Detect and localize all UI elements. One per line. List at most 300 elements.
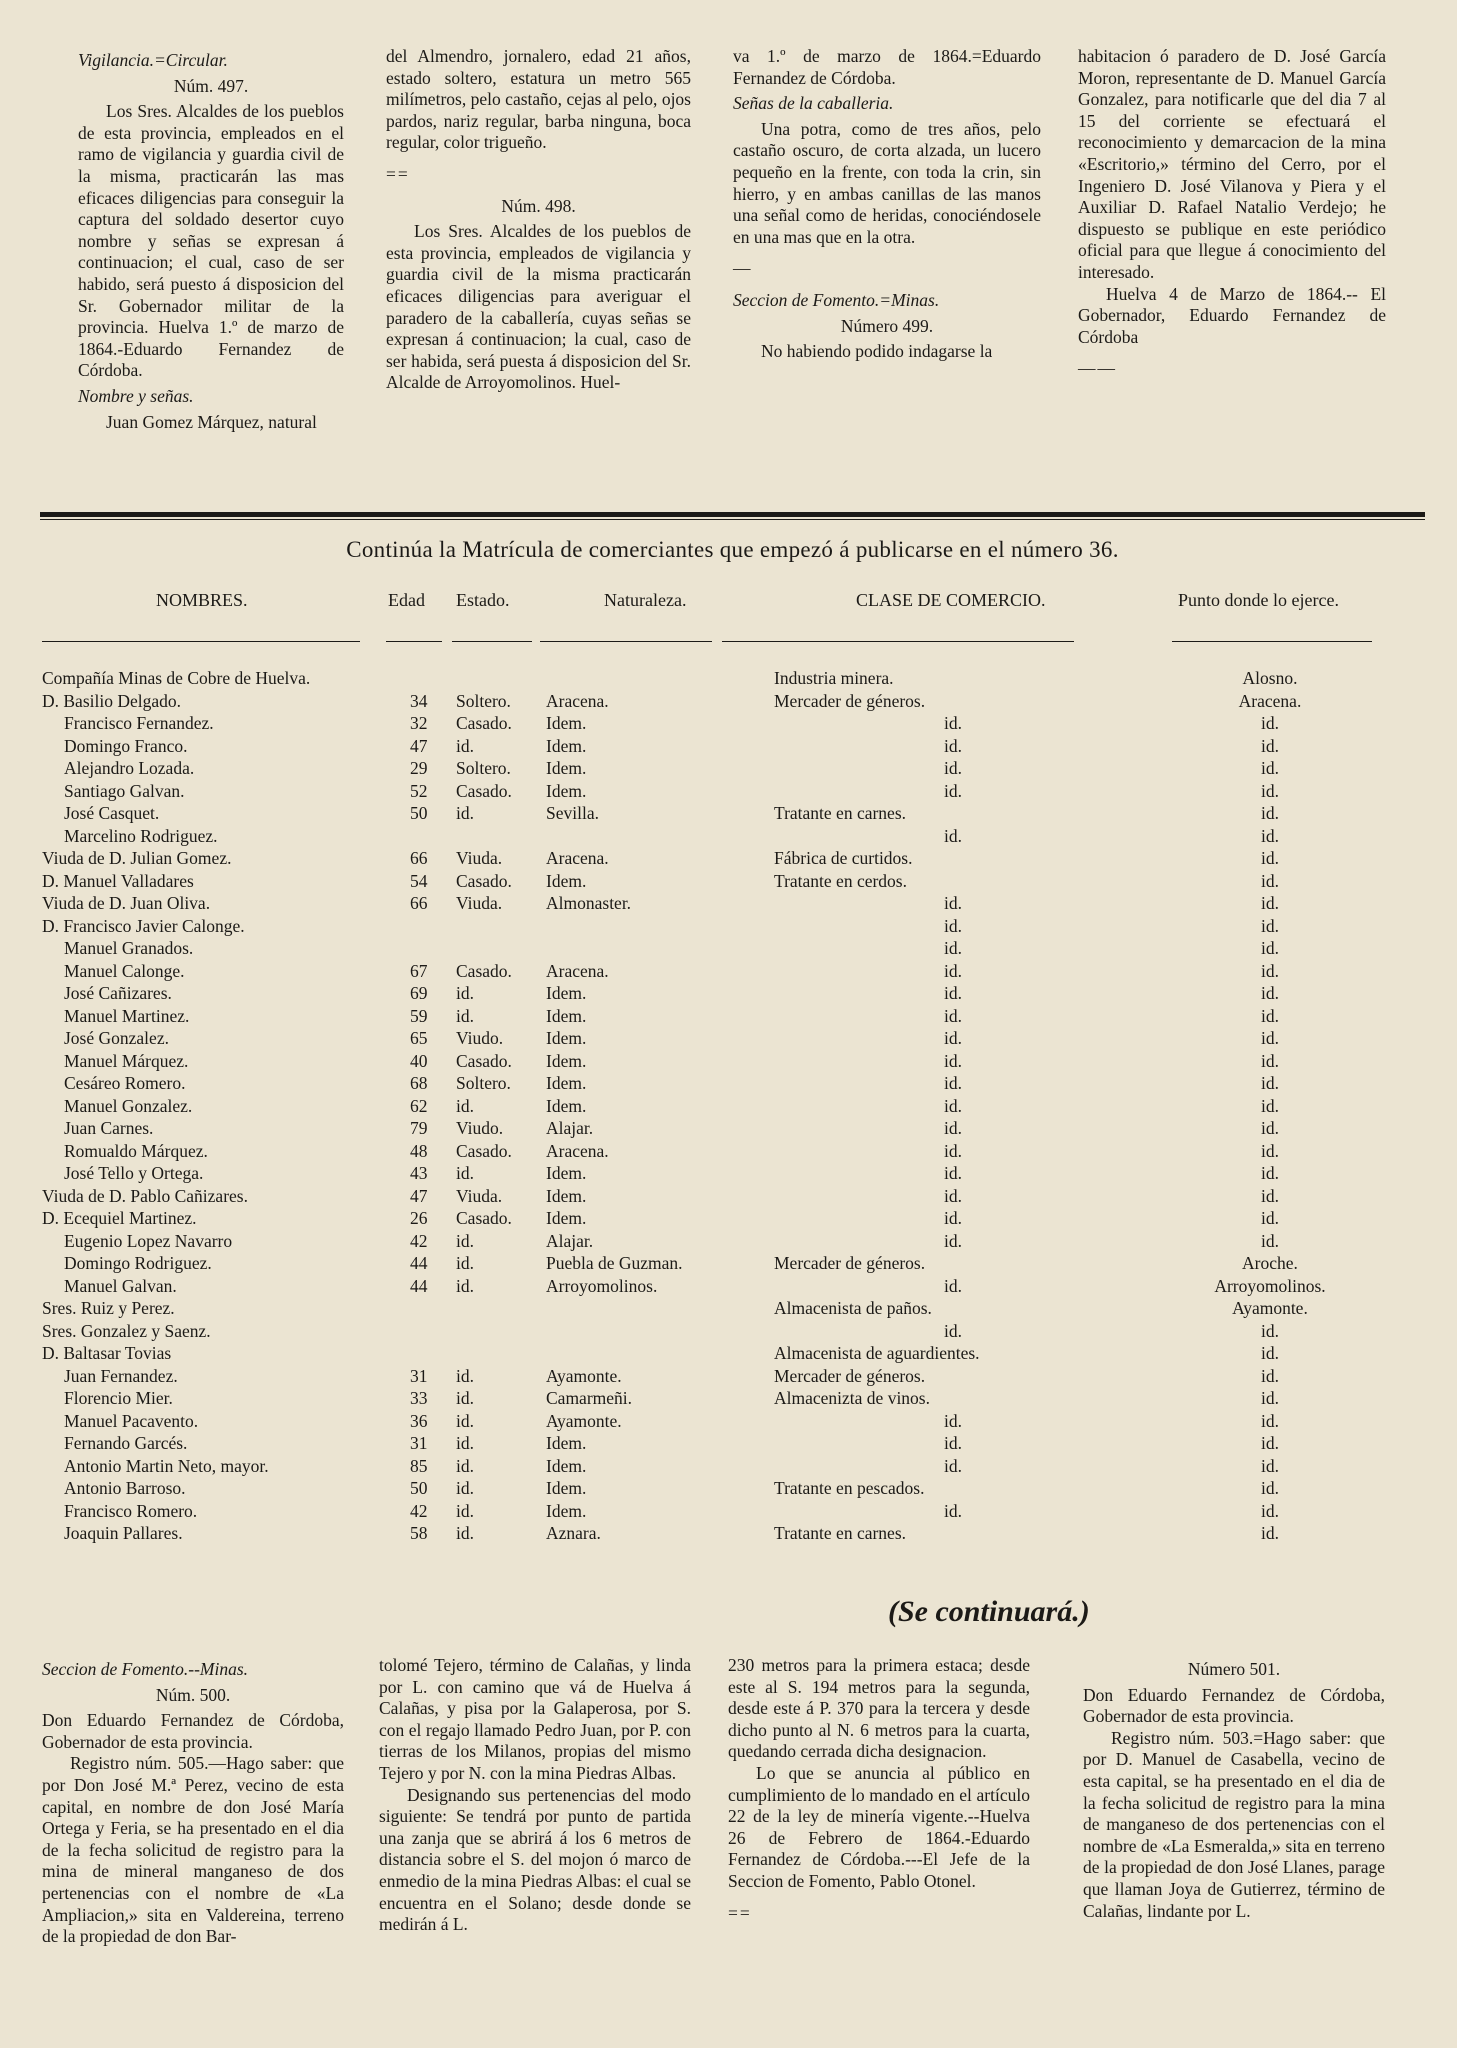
cell-edad: 54 xyxy=(410,870,428,891)
cell-estado: Soltero. xyxy=(456,690,511,711)
table-row xyxy=(0,1276,1457,1298)
cell-nombre: José Cañizares. xyxy=(64,983,172,1003)
cell-naturaleza: Alajar. xyxy=(546,1230,594,1251)
cell-naturaleza: Idem. xyxy=(546,1163,587,1183)
cell-edad: 79 xyxy=(410,1118,428,1138)
cell-punto: id. xyxy=(1261,893,1279,913)
cell-naturaleza: Idem. xyxy=(546,1050,587,1071)
table-row xyxy=(0,803,1457,825)
cell-naturaleza: Idem. xyxy=(546,1005,587,1026)
cell-clase: Tratante en carnes. xyxy=(774,1523,907,1543)
cell-estado: Soltero. xyxy=(456,1073,511,1093)
cell-naturaleza: Idem. xyxy=(546,713,587,733)
cell-nombre: Antonio Barroso. xyxy=(64,1478,186,1498)
section-rule xyxy=(40,512,1425,517)
cell-clase: Almacenizta de vinos. xyxy=(774,1388,930,1408)
cell-clase: Almacenista de paños. xyxy=(774,1298,932,1318)
cell-edad: 33 xyxy=(410,1388,428,1408)
article-paragraph: va 1.º de marzo de 1864.=Eduardo Fernandez de Córdoba. xyxy=(733,46,1041,88)
cell-edad: 62 xyxy=(410,1095,428,1116)
cell-punto: id. xyxy=(1261,1163,1279,1183)
table-row xyxy=(0,736,1457,758)
top-column-1 xyxy=(78,46,344,433)
cell-punto: id. xyxy=(1261,1095,1279,1116)
table-row xyxy=(0,1343,1457,1365)
cell-naturaleza: Aracena. xyxy=(546,960,609,981)
cell-nombre: D. Baltasar Tovias xyxy=(42,1343,172,1363)
cell-clase: id. xyxy=(944,1433,962,1453)
cell-estado: id. xyxy=(456,1410,474,1431)
cell-punto: id. xyxy=(1261,1455,1279,1476)
cell-clase: id. xyxy=(944,1320,962,1341)
cell-nombre: Juan Fernandez. xyxy=(64,1365,178,1386)
cell-clase: Mercader de géneros. xyxy=(774,690,926,711)
cell-punto: Aracena. xyxy=(1238,690,1302,711)
cell-estado: id. xyxy=(456,1275,474,1296)
cell-edad: 40 xyxy=(410,1050,428,1071)
top-column-2 xyxy=(386,46,691,394)
article-number: Número 499. xyxy=(840,315,934,336)
cell-naturaleza: Camarmeñi. xyxy=(546,1388,633,1408)
table-row xyxy=(0,1163,1457,1185)
cell-estado: id. xyxy=(456,983,474,1003)
header-line xyxy=(722,641,1074,642)
cell-clase: id. xyxy=(944,983,962,1003)
cell-clase: id. xyxy=(944,1118,962,1138)
cell-estado: Casado. xyxy=(456,960,512,981)
cell-clase: id. xyxy=(944,1163,962,1183)
cell-naturaleza: Alajar. xyxy=(546,1118,594,1138)
cell-punto: Ayamonte. xyxy=(1232,1298,1308,1318)
cell-punto: id. xyxy=(1261,1365,1279,1386)
cell-punto: id. xyxy=(1261,1500,1279,1521)
cell-nombre: Viuda de D. Pablo Cañizares. xyxy=(42,1185,248,1206)
cell-edad: 29 xyxy=(410,758,428,778)
cell-punto: id. xyxy=(1261,1320,1279,1341)
cell-edad: 31 xyxy=(410,1433,428,1453)
cell-clase: id. xyxy=(944,1500,962,1521)
cell-clase: Fábrica de curtidos. xyxy=(774,848,913,868)
cell-punto: id. xyxy=(1261,1118,1279,1138)
cell-edad: 34 xyxy=(410,690,428,711)
cell-estado: id. xyxy=(456,1365,474,1386)
cell-edad: 69 xyxy=(410,983,428,1003)
cell-edad: 44 xyxy=(410,1275,428,1296)
cell-naturaleza: Idem. xyxy=(546,983,587,1003)
cell-punto: id. xyxy=(1261,1433,1279,1453)
cell-punto: id. xyxy=(1261,915,1279,936)
cell-punto: id. xyxy=(1261,1005,1279,1026)
cell-punto: id. xyxy=(1261,1388,1279,1408)
cell-naturaleza: Puebla de Guzman. xyxy=(546,1253,683,1273)
section-title: Señas de la caballeria. xyxy=(733,93,894,114)
cell-punto: id. xyxy=(1261,1230,1279,1251)
cell-naturaleza: Idem. xyxy=(546,758,587,778)
cell-nombre: Domingo Franco. xyxy=(64,735,188,756)
table-row xyxy=(0,1501,1457,1523)
cell-edad: 66 xyxy=(410,893,428,913)
cell-nombre: Francisco Romero. xyxy=(64,1500,198,1521)
cell-estado: id. xyxy=(456,1478,474,1498)
cell-nombre: Marcelino Rodriguez. xyxy=(64,825,218,846)
cell-clase: id. xyxy=(944,1275,962,1296)
cell-punto: id. xyxy=(1261,1523,1279,1543)
cell-naturaleza: Aracena. xyxy=(546,690,609,711)
article-paragraph: Huelva 4 de Marzo de 1864.-- El Gobernador, Eduardo Fernandez de Córdoba xyxy=(1078,283,1386,347)
header-line xyxy=(452,641,532,642)
cell-edad: 65 xyxy=(410,1028,428,1048)
section-title: Nombre y señas. xyxy=(78,385,194,406)
article-paragraph: Don Eduardo Fernandez de Córdoba, Gobernador de esta provincia. xyxy=(42,1710,344,1752)
cell-estado: Casado. xyxy=(456,1050,512,1071)
matricula-heading: Continúa la Matrícula de comerciantes que empezó á publicarse en el número 36. xyxy=(346,537,1119,562)
cell-naturaleza: Idem. xyxy=(546,735,587,756)
bottom-column-3 xyxy=(728,1655,1030,1934)
cell-nombre: Manuel Granados. xyxy=(64,938,194,958)
cell-naturaleza: Arroyomolinos. xyxy=(546,1275,658,1296)
cell-punto: Arroyomolinos. xyxy=(1214,1275,1326,1296)
table-row xyxy=(0,1231,1457,1253)
cell-nombre: Fernando Garcés. xyxy=(64,1433,188,1453)
cell-punto: id. xyxy=(1261,825,1279,846)
cell-punto: id. xyxy=(1261,938,1279,958)
table-row xyxy=(0,668,1457,690)
cell-nombre: D. Basilio Delgado. xyxy=(42,690,182,711)
cell-edad: 43 xyxy=(410,1163,428,1183)
section-title: Vigilancia.=Circular. xyxy=(78,50,228,70)
cell-estado: Casado. xyxy=(456,780,512,801)
table-row xyxy=(0,1523,1457,1545)
cell-naturaleza: Idem. xyxy=(546,1478,587,1498)
cell-punto: id. xyxy=(1261,1050,1279,1071)
article-paragraph: tolomé Tejero, término de Calañas, y linda por L. con camino que vá de Huelva á Calañas, y pisa por la Galaperosa, por S. con el regajo llamado Pedro Juan, por P. con tierras de los Milanos, propias del mismo Tejero y por N. con la mina Piedras Albas. xyxy=(379,1655,691,1783)
cell-estado: id. xyxy=(456,1253,474,1273)
table-row xyxy=(0,1253,1457,1275)
cell-clase: id. xyxy=(944,1028,962,1048)
cell-nombre: Manuel Pacavento. xyxy=(64,1410,199,1431)
article-paragraph: 230 metros para la primera estaca; desde este al S. 194 metros para la segunda, desde este á P. 370 para la tercera y desde dicho punto al N. 6 metros para la cuarta, quedando cerrada dicha designacion. xyxy=(728,1655,1030,1762)
cell-estado: id. xyxy=(456,1005,474,1026)
cell-naturaleza: Aracena. xyxy=(546,848,609,868)
table-row xyxy=(0,691,1457,713)
cell-edad: 50 xyxy=(410,803,428,823)
cell-edad: 47 xyxy=(410,735,428,756)
table-row xyxy=(0,1321,1457,1343)
cell-clase: id. xyxy=(944,1140,962,1161)
cell-nombre: José Tello y Ortega. xyxy=(64,1163,204,1183)
table-row xyxy=(0,713,1457,735)
cell-punto: id. xyxy=(1261,1208,1279,1228)
header-line xyxy=(1172,641,1372,642)
table-row xyxy=(0,916,1457,938)
table-row xyxy=(0,1141,1457,1163)
cell-estado: Soltero. xyxy=(456,758,511,778)
cell-edad: 67 xyxy=(410,960,428,981)
table-row xyxy=(0,1388,1457,1410)
table-row xyxy=(0,893,1457,915)
cell-clase: id. xyxy=(944,893,962,913)
cell-naturaleza: Sevilla. xyxy=(546,803,599,823)
cell-nombre: Viuda de D. Julian Gomez. xyxy=(42,848,232,868)
top-column-3 xyxy=(733,46,1041,363)
cell-estado: Viuda. xyxy=(456,848,503,868)
table-row xyxy=(0,781,1457,803)
se-continuara: (Se continuará.) xyxy=(888,1595,1090,1628)
cell-edad: 42 xyxy=(410,1230,428,1251)
cell-edad: 26 xyxy=(410,1208,428,1228)
header-nombres: NOMBRES. xyxy=(156,590,248,610)
cell-punto: Aroche. xyxy=(1242,1253,1298,1273)
cell-nombre: Antonio Martin Neto, mayor. xyxy=(64,1455,269,1476)
cell-clase: Mercader de géneros. xyxy=(774,1253,926,1273)
cell-edad: 66 xyxy=(410,848,428,868)
cell-naturaleza: Ayamonte. xyxy=(546,1410,622,1431)
article-paragraph: Registro núm. 503.=Hago saber: que por D. Manuel de Casabella, vecino de esta capital, se ha presentado en el dia de la fecha solicitud de registro para la mina de manganeso de dos pertenencias con el nombre de «La Esmeralda,» sita en terreno de la propiedad de don José Llanes, parage que llaman Joya de Gutierrez, término de Calañas, lindante por L. xyxy=(1083,1727,1385,1921)
cell-edad: 48 xyxy=(410,1140,428,1161)
cell-clase: id. xyxy=(944,1230,962,1251)
cell-naturaleza: Idem. xyxy=(546,1028,587,1048)
table-row xyxy=(0,983,1457,1005)
cell-estado: Viuda. xyxy=(456,1185,503,1206)
cell-clase: id. xyxy=(944,938,962,958)
header-line xyxy=(42,641,360,642)
section-title: Seccion de Fomento.=Minas. xyxy=(733,289,940,310)
cell-nombre: Manuel Márquez. xyxy=(64,1050,189,1071)
cell-nombre: Manuel Calonge. xyxy=(64,960,185,981)
cell-naturaleza: Idem. xyxy=(546,1208,587,1228)
section-title: Seccion de Fomento.--Minas. xyxy=(42,1659,249,1679)
table-row xyxy=(0,961,1457,983)
cell-clase: id. xyxy=(944,1050,962,1071)
table-row xyxy=(0,1118,1457,1140)
cell-clase: id. xyxy=(944,735,962,756)
cell-punto: id. xyxy=(1261,1410,1279,1431)
cell-edad: 59 xyxy=(410,1005,428,1026)
cell-nombre: José Casquet. xyxy=(64,803,160,823)
cell-nombre: José Gonzalez. xyxy=(64,1028,169,1048)
cell-clase: id. xyxy=(944,780,962,801)
cell-clase: id. xyxy=(944,1005,962,1026)
header-edad: Edad xyxy=(388,590,425,610)
cell-punto: id. xyxy=(1261,758,1279,778)
section-rule-thin xyxy=(40,519,1425,520)
cell-nombre: Manuel Galvan. xyxy=(64,1275,177,1296)
separator: — xyxy=(733,258,753,279)
table-row xyxy=(0,1096,1457,1118)
cell-estado: Viudo. xyxy=(456,1028,504,1048)
cell-estado: id. xyxy=(456,1523,474,1543)
cell-nombre: Florencio Mier. xyxy=(64,1388,173,1408)
article-paragraph: del Almendro, jornalero, edad 21 años, estado soltero, estatura un metro 565 milímetros, pelo castaño, cejas al pelo, ojos pardos, nariz regular, barba ninguna, boca regular, color trigueño. xyxy=(386,46,691,153)
table-row xyxy=(0,1411,1457,1433)
separator: == xyxy=(728,1902,752,1923)
cell-clase: id. xyxy=(944,1455,962,1476)
cell-edad: 42 xyxy=(410,1500,428,1521)
cell-clase: Tratante en carnes. xyxy=(774,803,907,823)
cell-punto: id. xyxy=(1261,960,1279,981)
table-row xyxy=(0,1028,1457,1050)
cell-punto: id. xyxy=(1261,848,1279,868)
table-row xyxy=(0,1478,1457,1500)
cell-punto: id. xyxy=(1261,1343,1279,1363)
separator: == xyxy=(386,163,410,184)
cell-clase: Industria minera. xyxy=(774,668,894,688)
cell-edad: 85 xyxy=(410,1455,428,1476)
cell-clase: id. xyxy=(944,1185,962,1206)
table-row xyxy=(0,871,1457,893)
article-number: Núm. 497. xyxy=(173,75,249,96)
article-paragraph: Una potra, como de tres años, pelo castaño oscuro, de corta alzada, un lucero pequeño en la frente, con toda la crin, sin hierro, y en ambas canillas de las manos una señal como de heridas, conociéndosele en una mas que en la otra. xyxy=(733,118,1041,247)
cell-edad: 50 xyxy=(410,1478,428,1498)
cell-punto: id. xyxy=(1261,1478,1279,1498)
cell-naturaleza: Idem. xyxy=(546,1433,587,1453)
cell-clase: id. xyxy=(944,915,962,936)
cell-nombre: Alejandro Lozada. xyxy=(64,758,195,778)
cell-nombre: Eugenio Lopez Navarro xyxy=(64,1230,233,1251)
cell-estado: Viudo. xyxy=(456,1118,504,1138)
article-paragraph: Designando sus pertenencias del modo siguiente: Se tendrá por punto de partida una zanja que se abrirá á los 6 metros de distancia sobre el S. del mojon ó marco de enmedio de la mina Piedras Albas: el cual se encuentra en el Solano; desde donde se medirán á L. xyxy=(379,1784,691,1935)
article-number: Número 501. xyxy=(1187,1659,1281,1679)
cell-edad: 52 xyxy=(410,780,428,801)
cell-nombre: Francisco Fernandez. xyxy=(64,713,214,733)
cell-clase: id. xyxy=(944,1410,962,1431)
article-paragraph: Juan Gomez Márquez, natural xyxy=(106,411,317,432)
cell-estado: id. xyxy=(456,803,474,823)
cell-punto: id. xyxy=(1261,1140,1279,1161)
cell-estado: Casado. xyxy=(456,713,512,733)
cell-estado: id. xyxy=(456,735,474,756)
cell-nombre: Sres. Ruiz y Perez. xyxy=(42,1298,175,1318)
cell-estado: Casado. xyxy=(456,1208,512,1228)
cell-edad: 32 xyxy=(410,713,428,733)
cell-nombre: Juan Carnes. xyxy=(64,1118,154,1138)
cell-clase: Tratante en pescados. xyxy=(774,1478,925,1498)
cell-naturaleza: Ayamonte. xyxy=(546,1365,622,1386)
cell-clase: id. xyxy=(944,758,962,778)
header-line xyxy=(540,641,712,642)
cell-clase: id. xyxy=(944,825,962,846)
cell-naturaleza: Idem. xyxy=(546,1500,587,1521)
header-line xyxy=(386,641,442,642)
table-row xyxy=(0,1051,1457,1073)
table-row xyxy=(0,826,1457,848)
article-paragraph: Los Sres. Alcaldes de los pueblos de esta provincia, empleados de vigilancia y guardia civil de la misma practicarán eficaces diligencias para averiguar el paradero de la caballería, cuyas señas se expresan á continuacion; la cual, caso de ser habida, será puesta á disposicion del Sr. Alcalde de Arroyomolinos. Huel- xyxy=(386,221,691,393)
cell-naturaleza: Aracena. xyxy=(546,1140,609,1161)
table-row xyxy=(0,1456,1457,1478)
article-paragraph: Los Sres. Alcaldes de los pueblos de esta provincia, empleados en el ramo de vigilancia y guardia civil de la misma, practicarán las mas eficaces diligencias para conseguir la captura del soldado desertor cuyo nombre y señas se expresan á continuacion; el cual, caso de ser habido, será puesto á disposicion del Sr. Gobernador militar de la provincia. Huelva 1.º de marzo de 1864.-Eduardo Fernandez de Córdoba. xyxy=(78,101,344,381)
cell-estado: id. xyxy=(456,1500,474,1521)
article-number: Núm. 500. xyxy=(155,1684,231,1705)
cell-clase: Tratante en cerdos. xyxy=(774,870,907,891)
cell-estado: id. xyxy=(456,1455,474,1476)
cell-edad: 36 xyxy=(410,1410,428,1431)
table-row xyxy=(0,1073,1457,1095)
cell-estado: Casado. xyxy=(456,1140,512,1161)
cell-nombre: Viuda de D. Juan Oliva. xyxy=(42,893,211,913)
cell-nombre: Domingo Rodriguez. xyxy=(64,1253,212,1273)
cell-naturaleza: Aznara. xyxy=(546,1523,601,1543)
cell-nombre: Manuel Gonzalez. xyxy=(64,1095,193,1116)
cell-nombre: Santiago Galvan. xyxy=(64,780,185,801)
table-row xyxy=(0,1186,1457,1208)
cell-naturaleza: Almonaster. xyxy=(546,893,632,913)
cell-punto: id. xyxy=(1261,1073,1279,1093)
cell-estado: Viuda. xyxy=(456,893,503,913)
table-row xyxy=(0,1433,1457,1455)
cell-punto: id. xyxy=(1261,870,1279,891)
cell-clase: id. xyxy=(944,1073,962,1093)
cell-edad: 47 xyxy=(410,1185,428,1206)
table-row xyxy=(0,1298,1457,1320)
cell-punto: id. xyxy=(1261,1028,1279,1048)
cell-estado: id. xyxy=(456,1433,474,1453)
cell-clase: id. xyxy=(944,1095,962,1116)
cell-punto: id. xyxy=(1261,803,1279,823)
cell-edad: 31 xyxy=(410,1365,428,1386)
cell-estado: id. xyxy=(456,1230,474,1251)
cell-naturaleza: Idem. xyxy=(546,1455,587,1476)
cell-naturaleza: Idem. xyxy=(546,1073,587,1093)
article-paragraph: habitacion ó paradero de D. José García Moron, representante de D. Manuel García Gonzalez, para notificarle que del dia 7 al 15 del corriente se efectuará el reconocimiento y demarcacion de la mina «Escritorio,» término del Cerro, por el Ingeniero D. José Vilanova y Piera y el Auxiliar D. Rafael Natalio Verdejo; he dispuesto se publique en este periódico oficial para que llegue á conocimiento del interesado. xyxy=(1078,46,1386,282)
table-row xyxy=(0,1366,1457,1388)
cell-nombre: Manuel Martinez. xyxy=(64,1005,190,1026)
cell-nombre: Cesáreo Romero. xyxy=(64,1073,186,1093)
cell-nombre: Sres. Gonzalez y Saenz. xyxy=(42,1320,211,1341)
bottom-column-4 xyxy=(1083,1655,1385,1922)
cell-punto: id. xyxy=(1261,713,1279,733)
table-row xyxy=(0,1006,1457,1028)
cell-clase: id. xyxy=(944,1208,962,1228)
cell-clase: id. xyxy=(944,960,962,981)
cell-punto: id. xyxy=(1261,983,1279,1003)
table-row xyxy=(0,1208,1457,1230)
table-row xyxy=(0,758,1457,780)
cell-punto: Alosno. xyxy=(1242,668,1298,688)
cell-punto: id. xyxy=(1261,735,1279,756)
cell-nombre: Joaquin Pallares. xyxy=(64,1523,183,1543)
cell-naturaleza: Idem. xyxy=(546,1095,587,1116)
top-column-4 xyxy=(1078,46,1386,390)
cell-edad: 58 xyxy=(410,1523,428,1543)
cell-clase: Almacenista de aguardientes. xyxy=(774,1343,980,1363)
bottom-column-2 xyxy=(379,1655,691,1936)
cell-clase: id. xyxy=(944,713,962,733)
cell-clase: Mercader de géneros. xyxy=(774,1365,926,1386)
article-paragraph: Registro núm. 505.—Hago saber: que por Don José M.ª Perez, vecino de esta capital, en nombre de don José María Ortega y Feria, se ha presentado en el dia de la fecha solicitud de registro para la mina de mineral manganeso de dos pertenencias con el nombre de «La Ampliacion,» sita en Valdereina, terreno de la propiedad de don Bar- xyxy=(42,1753,344,1947)
cell-nombre: D. Francisco Javier Calonge. xyxy=(42,915,245,936)
cell-edad: 68 xyxy=(410,1073,428,1093)
bottom-column-1 xyxy=(42,1655,344,1948)
cell-naturaleza: Idem. xyxy=(546,870,587,891)
cell-punto: id. xyxy=(1261,780,1279,801)
header-clase: CLASE DE COMERCIO. xyxy=(856,590,1046,610)
cell-naturaleza: Idem. xyxy=(546,780,587,801)
cell-nombre: D. Manuel Valladares xyxy=(42,870,194,891)
article-paragraph: No habiendo podido indagarse la xyxy=(761,341,993,362)
header-estado: Estado. xyxy=(456,590,510,610)
article-paragraph: Don Eduardo Fernandez de Córdoba, Gobernador de esta provincia. xyxy=(1083,1684,1385,1727)
separator: —— xyxy=(1078,358,1117,379)
article-number: Núm. 498. xyxy=(501,195,576,216)
table-row xyxy=(0,848,1457,870)
header-naturaleza: Naturaleza. xyxy=(604,590,687,610)
header-punto: Punto donde lo ejerce. xyxy=(1178,590,1339,610)
cell-estado: id. xyxy=(456,1388,474,1408)
cell-estado: id. xyxy=(456,1163,474,1183)
cell-nombre: Romualdo Márquez. xyxy=(64,1140,208,1161)
cell-nombre: Compañía Minas de Cobre de Huelva. xyxy=(42,668,311,688)
table-row xyxy=(0,938,1457,960)
